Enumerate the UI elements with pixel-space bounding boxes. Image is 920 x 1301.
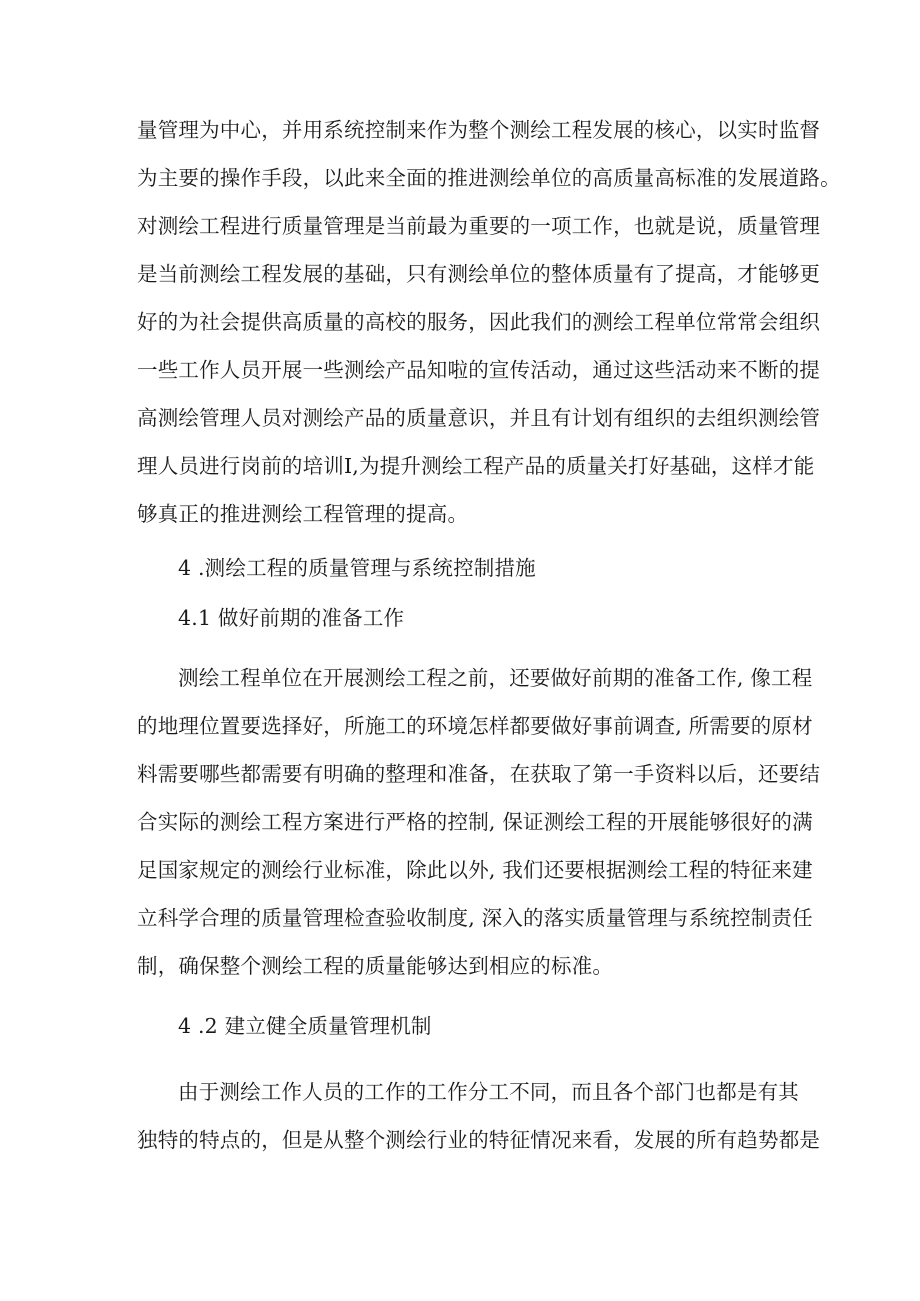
paragraph-line: 好的为社会提供高质量的高校的服务，因此我们的测绘工程单位常常会组织 <box>137 310 821 334</box>
paragraph-line: 理人员进行岗前的培训I,为提升测绘工程产品的质量关打好基础，这样才能 <box>137 454 815 478</box>
paragraph-line: 独特的特点的，但是从整个测绘行业的特征情况来看，发展的所有趋势都是 <box>137 1128 821 1152</box>
paragraph-line: 量管理为中心，并用系统控制来作为整个测绘工程发展的核心，以实时监督 <box>137 118 821 142</box>
paragraph-line: 由于测绘工作人员的工作的工作分工不同，而且各个部门也都是有其 <box>178 1080 799 1104</box>
paragraph-line: 合实际的测绘工程方案进行严格的控制, 保证测绘工程的开展能够很好的满 <box>137 810 813 834</box>
paragraph-line: 够真正的推进测绘工程管理的提高。 <box>137 502 469 526</box>
subsection-heading: 4 .2 建立健全质量管理机制 <box>178 1014 432 1038</box>
paragraph-line: 制，确保整个测绘工程的质量能够达到相应的标准。 <box>137 954 614 978</box>
paragraph-line: 的地理位置要选择好，所施工的环境怎样都要做好事前调查, 所需要的原材 <box>137 714 813 738</box>
paragraph-line: 高测绘管理人员对测绘产品的质量意识，并且有计划有组织的去组织测绘管 <box>137 406 821 430</box>
paragraph-line: 为主要的操作手段，以此来全面的推进测绘单位的高质量高标准的发展道路。 <box>137 166 841 190</box>
paragraph-line: 对测绘工程进行质量管理是当前最为重要的一项工作，也就是说，质量管理 <box>137 214 821 238</box>
section-heading: 4 .测绘工程的质量管理与系统控制措施 <box>178 556 536 580</box>
paragraph-line: 测绘工程单位在开展测绘工程之前，还要做好前期的准备工作, 像工程 <box>178 666 813 690</box>
paragraph-line: 是当前测绘工程发展的基础，只有测绘单位的整体质量有了提高，才能够更 <box>137 262 821 286</box>
paragraph-line: 料需要哪些都需要有明确的整理和准备，在获取了第一手资料以后，还要结 <box>137 762 821 786</box>
subsection-heading: 4.1 做好前期的准备工作 <box>178 606 405 630</box>
paragraph-line: 立科学合理的质量管理检查验收制度, 深入的落实质量管理与系统控制责任 <box>137 906 813 930</box>
paragraph-line: 足国家规定的测绘行业标准，除此以外, 我们还要根据测绘工程的特征来建 <box>137 858 813 882</box>
paragraph-line: 一些工作人员开展一些测绘产品知啦的宣传活动，通过这些活动来不断的提 <box>137 358 821 382</box>
